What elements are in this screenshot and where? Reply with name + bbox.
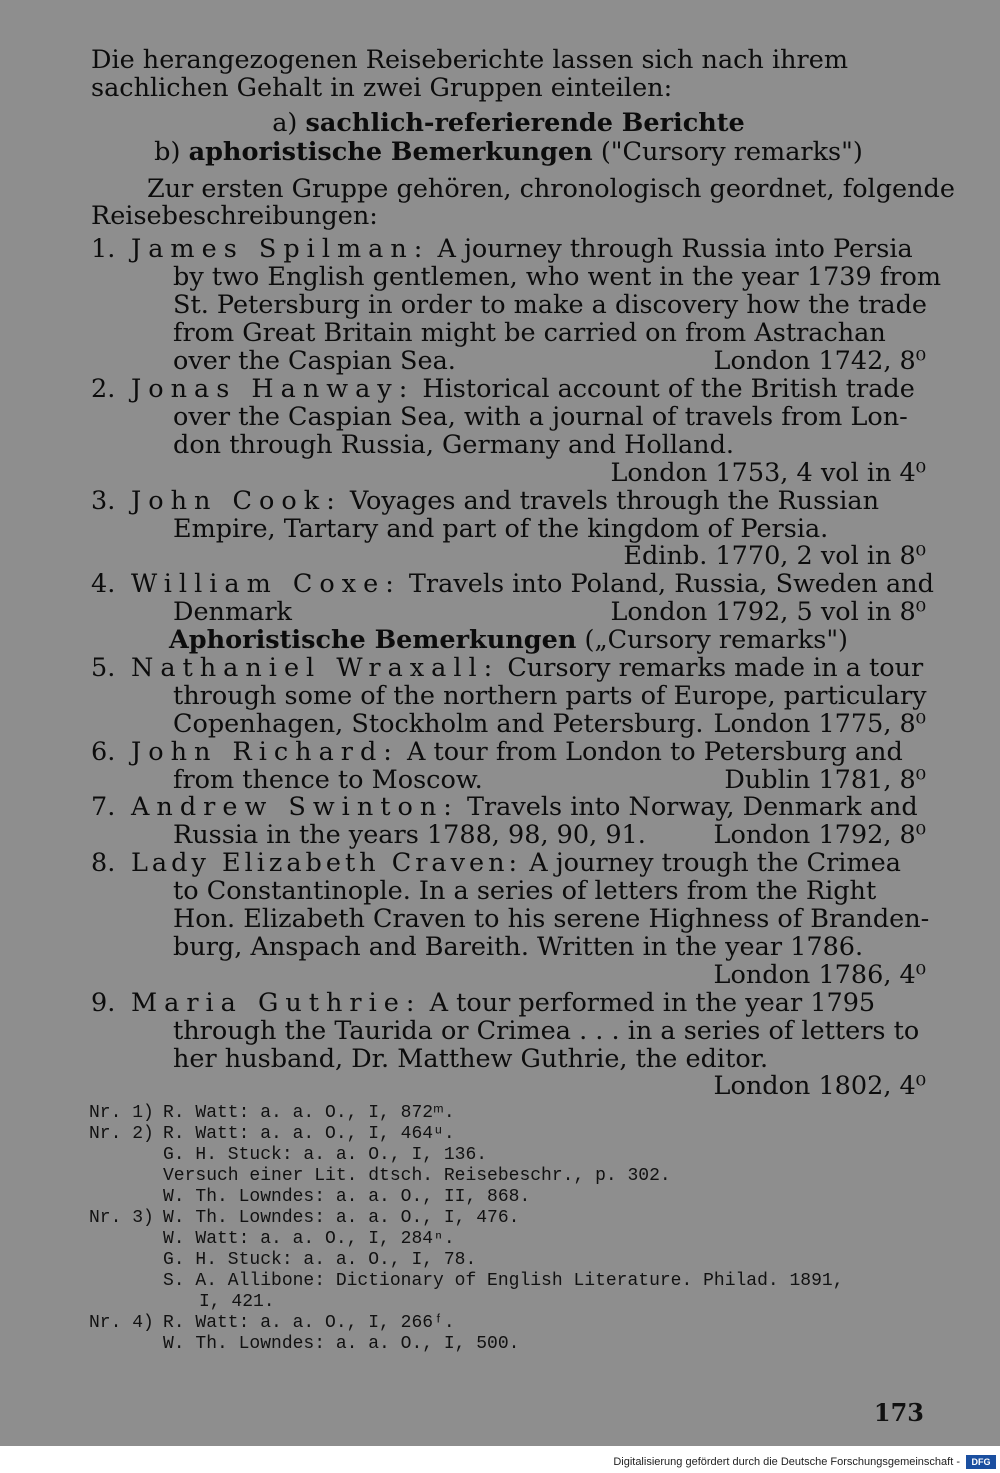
entry-9-line: through the Taurida or Crimea . . . in a series of letters to bbox=[173, 1016, 920, 1046]
entry-1-first-line: 1. James Spilman: A journey through Russia into Persia bbox=[91, 234, 913, 264]
entry-6-publication: Dublin 1781, 8⁰ bbox=[724, 765, 926, 795]
footnote-line: R. Watt: a. a. O., I, 872ᵐ. bbox=[163, 1103, 455, 1123]
footnote-line: R. Watt: a. a. O., I, 464ᵘ. bbox=[163, 1124, 455, 1144]
footnote-line: S. A. Allibone: Dictionary of English Literature. Philad. 1891, bbox=[163, 1271, 844, 1291]
entry-4-publication: London 1792, 5 vol in 8⁰ bbox=[610, 597, 926, 627]
entry-7-publication: London 1792, 8⁰ bbox=[713, 820, 926, 850]
footnote-line: I, 421. bbox=[199, 1292, 275, 1312]
footnote-line: W. Th. Lowndes: a. a. O., I, 500. bbox=[163, 1334, 520, 1354]
entry-4-last-line: Denmark London 1792, 5 vol in 8⁰ bbox=[173, 597, 926, 627]
entry-7-first-line: 7. Andrew Swinton: Travels into Norway, Denmark and bbox=[91, 792, 918, 822]
entry-2-first-line: 2. Jonas Hanway: Historical account of the British trade bbox=[91, 374, 915, 404]
footnote-line: W. Th. Lowndes: a. a. O., II, 868. bbox=[163, 1187, 531, 1207]
group-a-heading: a) sachlich-referierende Berichte bbox=[272, 108, 745, 138]
entry-8-line: Hon. Elizabeth Craven to his serene Highness of Branden- bbox=[173, 904, 930, 934]
footnote-line: G. H. Stuck: a. a. O., I, 78. bbox=[163, 1250, 477, 1270]
funding-notice: Digitalisierung gefördert durch die Deutsche Forschungsgemeinschaft - bbox=[613, 1456, 960, 1468]
entry-9-line: her husband, Dr. Matthew Guthrie, the editor. bbox=[173, 1044, 769, 1074]
intro-line-2: sachlichen Gehalt in zwei Gruppen einteilen: bbox=[91, 73, 673, 103]
first-group-intro-line-2: Reisebeschreibungen: bbox=[91, 201, 378, 231]
first-group-intro-line-1: Zur ersten Gruppe gehören, chronologisch geordnet, folgende bbox=[147, 174, 955, 204]
entry-3-line: Empire, Tartary and part of the kingdom of Persia. bbox=[173, 514, 829, 544]
entry-7-last-line: Russia in the years 1788, 98, 90, 91. London 1792, 8⁰ bbox=[173, 820, 926, 850]
footnote-line: W. Watt: a. a. O., I, 284ⁿ. bbox=[163, 1229, 455, 1249]
footnote-line: R. Watt: a. a. O., I, 266ᶠ. bbox=[163, 1313, 455, 1333]
entry-8-line: burg, Anspach and Bareith. Written in the year 1786. bbox=[173, 932, 864, 962]
footnote-label: Nr. 2) bbox=[89, 1124, 154, 1144]
footnote-label: Nr. 3) bbox=[89, 1208, 154, 1228]
footnote-line: G. H. Stuck: a. a. O., I, 136. bbox=[163, 1145, 488, 1165]
entry-3-publication: Edinb. 1770, 2 vol in 8⁰ bbox=[623, 541, 926, 571]
entry-2-publication: London 1753, 4 vol in 4⁰ bbox=[610, 458, 926, 488]
entry-5-line: through some of the northern parts of Europe, particulary bbox=[173, 681, 927, 711]
entry-5-publication: London 1775, 8⁰ bbox=[713, 709, 926, 739]
footnote-line: Versuch einer Lit. dtsch. Reisebeschr., p. 302. bbox=[163, 1166, 671, 1186]
entry-8-first-line: 8. Lady Elizabeth Craven: A journey trough the Crimea bbox=[91, 848, 901, 878]
intro-line-1: Die herangezogenen Reiseberichte lassen sich nach ihrem bbox=[91, 45, 848, 75]
entry-5-first-line: 5. Nathaniel Wraxall: Cursory remarks made in a tour bbox=[91, 653, 924, 683]
entry-8-line: to Constantinople. In a series of letters from the Right bbox=[173, 876, 877, 906]
entry-1-line: St. Petersburg in order to make a discovery how the trade bbox=[173, 290, 928, 320]
dfg-logo-icon: DFG bbox=[966, 1455, 996, 1469]
footnote-label: Nr. 4) bbox=[89, 1313, 154, 1333]
entry-1-line: by two English gentlemen, who went in the year 1739 from bbox=[173, 262, 942, 292]
entry-5-last-line: Copenhagen, Stockholm and Petersburg. London 1775, 8⁰ bbox=[173, 709, 926, 739]
footnote-line: W. Th. Lowndes: a. a. O., I, 476. bbox=[163, 1208, 520, 1228]
entry-8-publication: London 1786, 4⁰ bbox=[713, 960, 926, 990]
group-b-heading: b) aphoristische Bemerkungen ("Cursory remarks") bbox=[154, 137, 863, 167]
entry-3-first-line: 3. John Cook: Voyages and travels through the Russian bbox=[91, 486, 880, 516]
entry-4-first-line: 4. William Coxe: Travels into Poland, Russia, Sweden and bbox=[91, 569, 934, 599]
aphoristic-heading: Aphoristische Bemerkungen („Cursory remarks") bbox=[169, 625, 848, 655]
entry-6-first-line: 6. John Richard: A tour from London to Petersburg and bbox=[91, 737, 903, 767]
entry-9-publication: London 1802, 4⁰ bbox=[713, 1071, 926, 1101]
entry-6-last-line: from thence to Moscow. Dublin 1781, 8⁰ bbox=[173, 765, 926, 795]
entry-9-first-line: 9. Maria Guthrie: A tour performed in the year 1795 bbox=[91, 988, 876, 1018]
entry-1-publication: London 1742, 8⁰ bbox=[713, 346, 926, 376]
footer-bar bbox=[0, 1452, 1000, 1473]
page-number: 173 bbox=[873, 1398, 924, 1427]
footnote-label: Nr. 1) bbox=[89, 1103, 154, 1123]
entry-2-line: don through Russia, Germany and Holland. bbox=[173, 430, 735, 460]
entry-1-last-line: over the Caspian Sea. London 1742, 8⁰ bbox=[173, 346, 926, 376]
entry-1-line: from Great Britain might be carried on from Astrachan bbox=[173, 318, 886, 348]
entry-2-line: over the Caspian Sea, with a journal of travels from Lon- bbox=[173, 402, 908, 432]
